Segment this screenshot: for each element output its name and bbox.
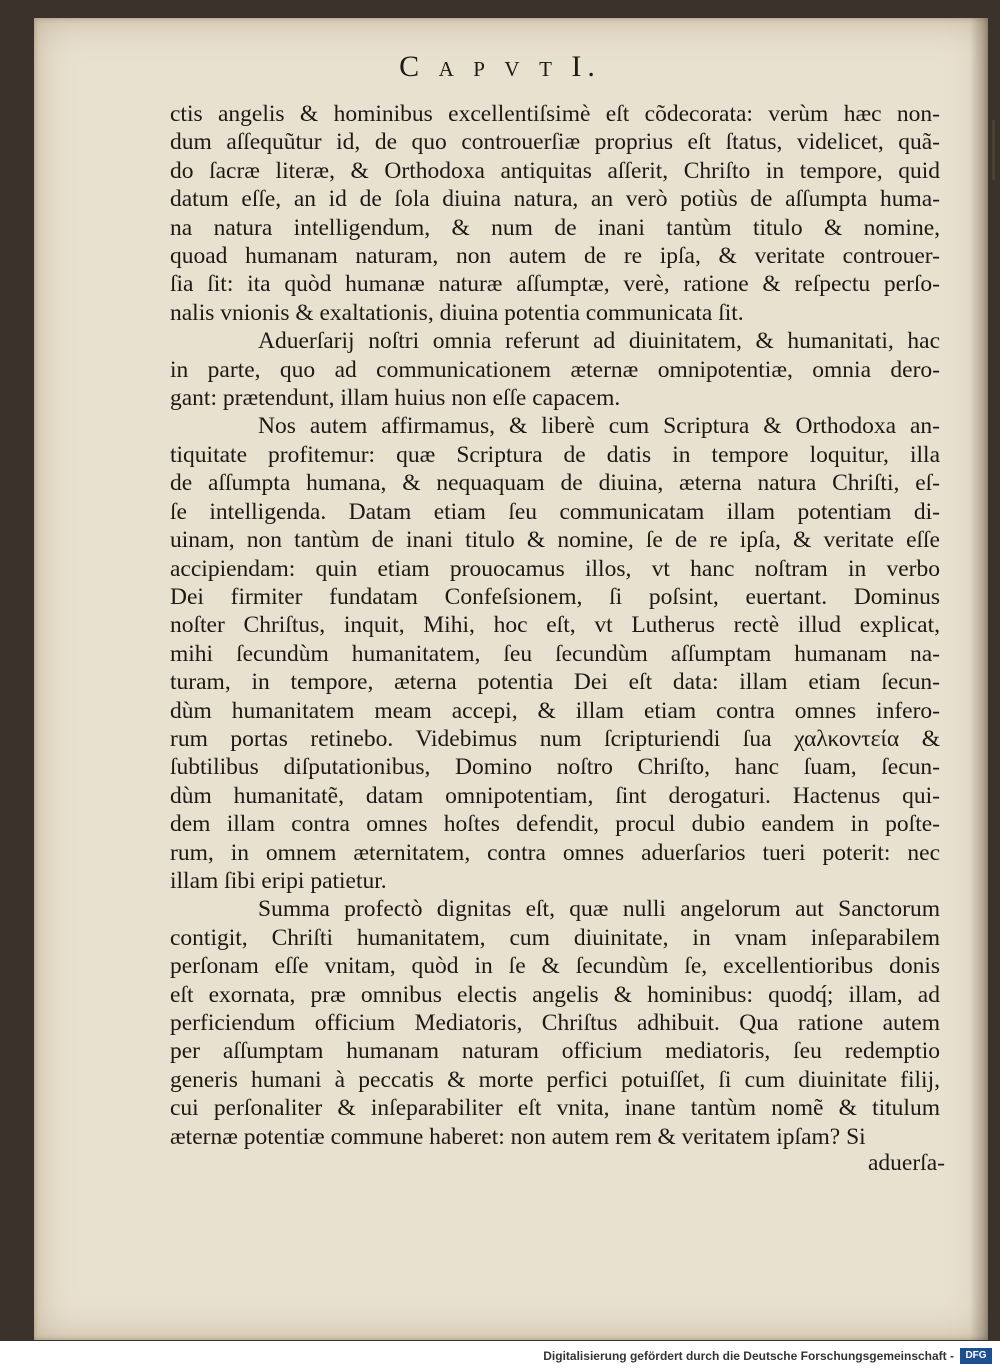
running-head: C a p v t I. xyxy=(399,50,601,83)
body-text xyxy=(170,100,940,1151)
text-line: quoad humanam naturam, non autem de re ipſa, & veritate controuer- xyxy=(170,243,940,270)
text-line: uinam, non tantùm de inani titulo & nomine, ſe de re ipſa, & veritate eſſe xyxy=(170,527,940,554)
text-line: gant: prætendunt, illam huius non eſſe capacem. xyxy=(170,385,621,412)
text-line: do ſacræ literæ, & Orthodoxa antiquitas aſſerit, Chriſto in tempore, quid xyxy=(170,157,940,184)
text-line: de aſſumpta humana, & nequaquam de diuina, æterna natura Chriſti, eſ- xyxy=(170,470,940,497)
text-line: datum eſſe, an id de ſola diuina natura, an verò potiùs de aſſumpta huma- xyxy=(170,186,940,213)
text-line: Dei firmiter fundatam Confeſsionem, ſi poſsint, euertant. Dominus xyxy=(170,583,940,610)
text-line: dùm humanitatem meam accepi, & illam etiam contra omnes infero- xyxy=(170,697,940,724)
text-line: perſonam eſſe vnitam, quòd in ſe & ſecundùm ſe, excellentioribus donis xyxy=(170,953,940,980)
text-line: tiquitate profitemur: quæ Scriptura de datis in tempore loquitur, illa xyxy=(170,441,940,468)
text-line: ctis angelis & hominibus excellentiſsimè eſt cõdecorata: verùm hæc non- xyxy=(170,101,940,127)
text-line: ſubtilibus diſputationibus, Domino noſtro Chriſto, hanc ſuam, ſecun- xyxy=(170,754,940,781)
text-line: contigit, Chriſti humanitatem, cum diuinitate, in vnam inſeparabilem xyxy=(170,924,940,951)
text-line: rum portas retinebo. Videbimus num ſcripturiendi ſua χαλκοντεία & xyxy=(170,725,940,752)
text-line: Aduerſarij noſtri omnia referunt ad diuinitatem, & humanitati, hac xyxy=(258,328,940,355)
text-line: dum aſſequũtur id, de quo controuerſiæ proprius eſt ſtatus, videlicet, quã- xyxy=(170,129,940,156)
text-line: dem illam contra omnes hoſtes defendit, procul dubio eandem in poſte- xyxy=(170,811,940,838)
text-line: nalis vnionis & exaltationis, diuina potentia communicata ſit. xyxy=(170,299,744,326)
text-line: noſter Chriſtus, inquit, Mihi, hoc eſt, vt Lutherus rectè illud explicat, xyxy=(170,612,940,639)
footer-bar xyxy=(0,1341,1000,1369)
page-edge-shadow xyxy=(970,18,988,1340)
dfg-logo: DFG xyxy=(960,1348,992,1364)
text-line: æternæ potentiæ commune haberet: non autem rem & veritatem ipſam? Si xyxy=(170,1123,866,1150)
text-line: perficiendum officium Mediatoris, Chriſtus adhibuit. Qua ratione autem xyxy=(170,1010,940,1036)
text-line: mihi ſecundùm humanitatem, ſeu ſecundùm aſſumptam humanam na- xyxy=(170,640,940,667)
text-line: ſe intelligenda. Datam etiam ſeu communicatam illam potentiam di- xyxy=(170,498,940,525)
text-line: turam, in tempore, æterna potentia Dei eſt data: illam etiam ſecun- xyxy=(170,669,940,696)
text-line: dùm humanitatẽ, datam omnipotentiam, ſint derogaturi. Hactenus qui- xyxy=(170,782,940,809)
text-line: per aſſumptam humanam naturam officium mediatoris, ſeu redemptio xyxy=(170,1038,940,1065)
text-line: na natura intelligendum, & num de inani tantùm titulo & nomine, xyxy=(170,214,940,241)
paragraph xyxy=(170,327,940,412)
paragraph xyxy=(170,895,940,1151)
text-line: in parte, quo ad communicationem æternæ omnipotentiæ, omnia dero- xyxy=(170,356,940,383)
margin-mark xyxy=(992,120,995,180)
catchword: aduerſa- xyxy=(868,1150,945,1176)
text-line: Summa profectò dignitas eſt, quæ nulli angelorum aut Sanctorum xyxy=(258,896,940,923)
text-line: illam ſibi eripi patietur. xyxy=(170,867,387,894)
text-line: rum, in omnem æternitatem, contra omnes aduerſarios tueri poterit: nec xyxy=(170,839,940,866)
text-line: ſia ſit: ita quòd humanæ naturæ aſſumptæ, verè, ratione & reſpectu perſo- xyxy=(170,271,940,298)
text-line: accipiendam: quin etiam prouocamus illos, vt hanc noſtram in verbo xyxy=(170,555,940,582)
text-line: cui perſonaliter & inſeparabiliter eſt vnita, inane tantùm nomẽ & titulum xyxy=(170,1095,940,1122)
paragraph xyxy=(170,100,940,327)
text-line: eſt exornata, præ omnibus electis angelis & hominibus: quodq́; illam, ad xyxy=(170,981,940,1008)
paragraph xyxy=(170,412,940,895)
text-line: generis humani à peccatis & morte perfici potuiſſet, ſi cum diuinitate filij, xyxy=(170,1066,940,1093)
text-line: Nos autem affirmamus, & liberè cum Scriptura & Orthodoxa an- xyxy=(258,413,940,440)
footer-credit: Digitalisierung gefördert durch die Deutsche Forschungsgemeinschaft - xyxy=(543,1349,954,1363)
